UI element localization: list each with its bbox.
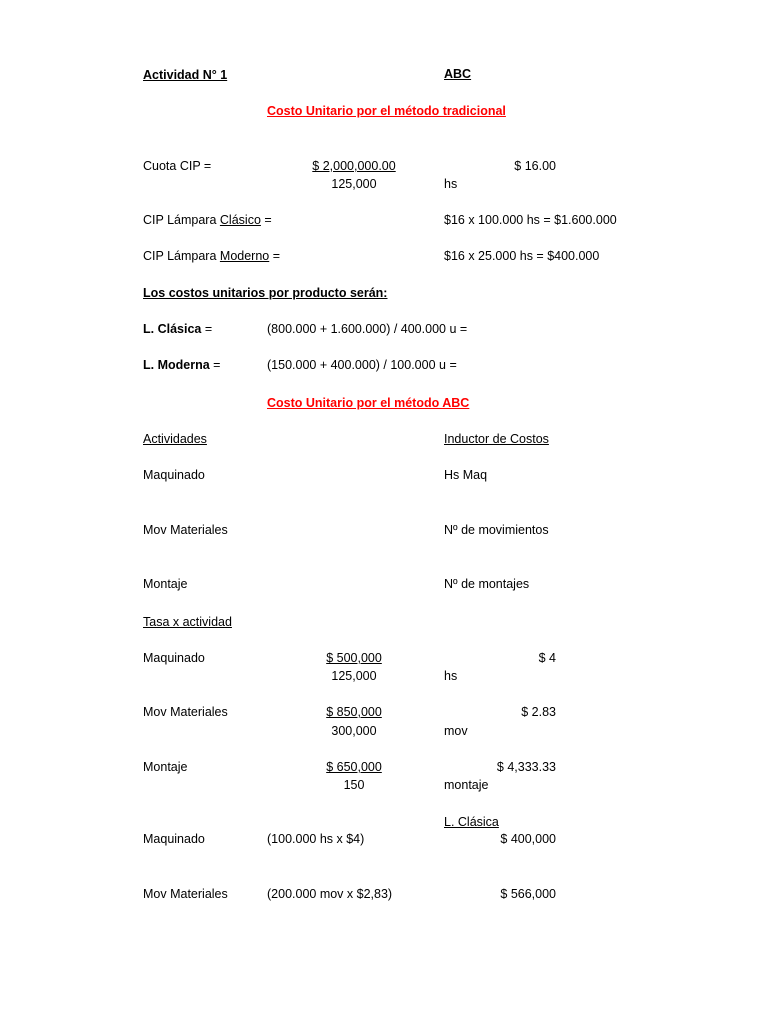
rate-row-label: Maquinado [143,651,205,665]
cuota-cip-denominator: 125,000 [331,177,377,191]
rate-row-result: $ 4 [538,651,556,665]
allocation-row-value: $ 566,000 [500,887,556,901]
moderna-formula: (150.000 + 400.000) / 100.000 u = [267,358,457,372]
activity-row-label: Mov Materiales [143,523,228,537]
allocation-row-formula: (200.000 mov x $2,83) [267,887,393,901]
allocation-row-formula: (100.000 hs x $4) [267,832,365,846]
cip-clasico-label: CIP Lámpara Clásico = [143,213,272,227]
rate-row-denominator: 125,000 [331,669,377,683]
allocation-row-value: $ 400,000 [500,832,556,846]
traditional-method-heading: Costo Unitario por el método tradicional [267,104,506,118]
activities-header: Actividades [143,432,207,446]
activity-title: Actividad N° 1 [143,68,228,82]
cip-moderno-calc: $16 x 25.000 hs = $400.000 [444,249,600,263]
rate-row-result: $ 4,333.33 [496,760,556,774]
abc-method-heading: Costo Unitario por el método ABC [267,396,470,410]
rates-heading: Tasa x actividad [143,615,232,629]
activity-row-driver: Nº de montajes [444,577,530,591]
cost-driver-header: Inductor de Costos [444,432,549,446]
allocation-row-label: Maquinado [143,832,205,846]
unit-costs-heading: Los costos unitarios por producto serán: [143,286,388,300]
rate-row-denominator: 150 [343,778,365,792]
activity-row-label: Maquinado [143,468,205,482]
rate-row-denominator: 300,000 [331,724,377,738]
clasica-column-header: L. Clásica [444,815,499,829]
moderna-label: L. Moderna = [143,358,221,372]
cuota-cip-label: Cuota CIP = [143,159,212,173]
allocation-row-label: Mov Materiales [143,887,228,901]
cuota-cip-unit: hs [444,177,458,191]
activity-row-driver: Nº de movimientos [444,523,549,537]
cip-clasico-calc: $16 x 100.000 hs = $1.600.000 [444,213,617,227]
abc-title: ABC [444,67,472,81]
rate-row-label: Montaje [143,760,188,774]
clasica-formula: (800.000 + 1.600.000) / 400.000 u = [267,322,468,336]
rate-row-label: Mov Materiales [143,705,228,719]
rate-row-numerator: $ 650,000 [326,760,382,774]
rate-row-result: $ 2.83 [521,705,556,719]
rate-row-numerator: $ 850,000 [326,705,382,719]
rate-row-unit: hs [444,669,458,683]
cuota-cip-numerator: $ 2,000,000.00 [312,159,396,173]
cuota-cip-result: $ 16.00 [514,159,556,173]
clasica-label: L. Clásica = [143,322,213,336]
activity-row-driver: Hs Maq [444,468,488,482]
rate-row-unit: montaje [444,778,489,792]
cip-moderno-label: CIP Lámpara Moderno = [143,249,281,263]
rate-row-numerator: $ 500,000 [326,651,382,665]
rate-row-unit: mov [444,724,468,738]
activity-row-label: Montaje [143,577,188,591]
